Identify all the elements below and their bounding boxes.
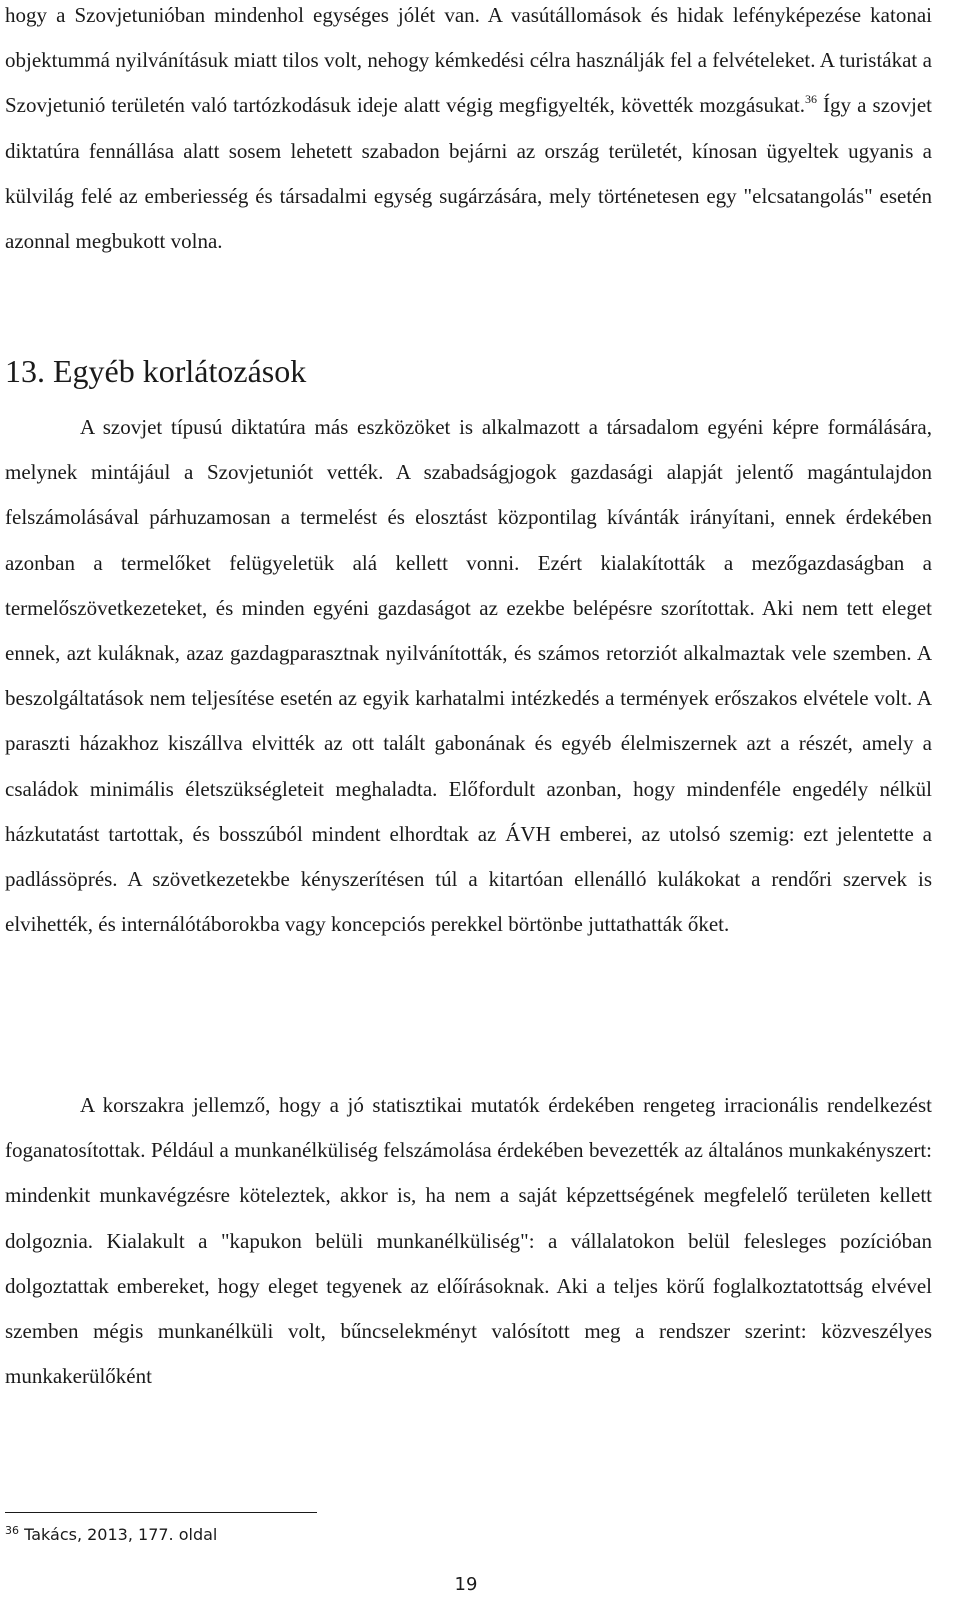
- footnote-number: 36: [5, 1524, 19, 1537]
- paragraph-text: hogy a Szovjetunióban mindenhol egységes jólét van. A vasútállomások és hidak lefényképezése katonai objektummá nyilvánításuk miatt tilos volt, nehogy kémkedési célra használják fel a felvételeket. A turistákat a Szovjetunió területén való tartózkodásuk ideje alatt végig megfigyelték, követték mozgásukat.: [5, 3, 932, 118]
- page-number: 19: [454, 1574, 478, 1595]
- footnote-text: Takács, 2013, 177. oldal: [24, 1525, 218, 1544]
- footnote-reference[interactable]: 36: [804, 92, 817, 107]
- footnote: [5, 1523, 217, 1547]
- body-paragraph: A szovjet típusú diktatúra más eszközöket is alkalmazott a társadalom egyéni képre formálására, melynek mintájául a Szovjetuniót vették. A szabadságjogok gazdasági alapját jelentő magántulajdon felszámolásával párhuzamosan a termelést és elosztást központilag kívánták irányítani, ennek érdekében azonban a termelőket felügyeletük alá kellett vonni. Ezért kialakították a mezőgazdaságban a termelőszövetkezeteket, és minden egyéni gazdaságot az ezekbe belépésre szorítottak. Aki nem tett eleget ennek, azt kuláknak, azaz gazdagparasztnak nyilvánították, és számos retorziót alkalmaztak vele szemben. A beszolgáltatások nem teljesítése esetén az egyik karhatalmi intézkedés a termények erőszakos elvétele volt. A paraszti házakhoz kiszállva elvitték az ott talált gabonának és egyéb élelmiszernek azt a részét, amely a családok minimális életszükségleteit meghaladta. Előfordult azonban, hogy mindenféle engedély nélkül házkutatást tartottak, és bosszúból mindent elhordtak az ÁVH emberei, az utolsó szemig: ezt jelentette a padlássöprés. A szövetkezetekbe kényszerítésen túl a kitartóan ellenálló kulákokat a rendőri szervek is elvihették, és internálótáborokba vagy koncepciós perekkel börtönbe juttathatták őket.: [5, 415, 932, 937]
- body-paragraph: A korszakra jellemző, hogy a jó statisztikai mutatók érdekében rengeteg irracionális rendelkezést foganatosítottak. Például a munkanélküliség felszámolása érdekében bevezették az általános munkakényszert: mindenkit munkavégzésre köteleztek, akkor is, ha nem a saját képzettségének megfelelő területen kellett dolgoznia. Kialakult a "kapukon belüli munkanélküliség": a vállalatokon belül felesleges pozícióban dolgoztattak embereket, hogy eleget tegyenek az előírásoknak. Aki a teljes körű foglalkoztatottság elvével szemben mégis munkanélküli volt, bűncselekményt valósított meg a rendszer szerint: közveszélyes munkakerülőként: [5, 1093, 932, 1389]
- section-heading: 13. Egyéb korlátozások: [5, 353, 307, 389]
- footnote-divider: [5, 1512, 317, 1513]
- paragraph-text: Így a szovjet diktatúra fennállása alatt sosem lehetett szabadon bejárni az ország területét, kínosan ügyeltek ugyanis a külvilág felé az emberiesség és társadalmi egység sugárzására, mely történetesen egy "elcsatangolás" esetén azonnal megbukott volna.: [5, 93, 932, 254]
- body-paragraph: [5, 0, 932, 264]
